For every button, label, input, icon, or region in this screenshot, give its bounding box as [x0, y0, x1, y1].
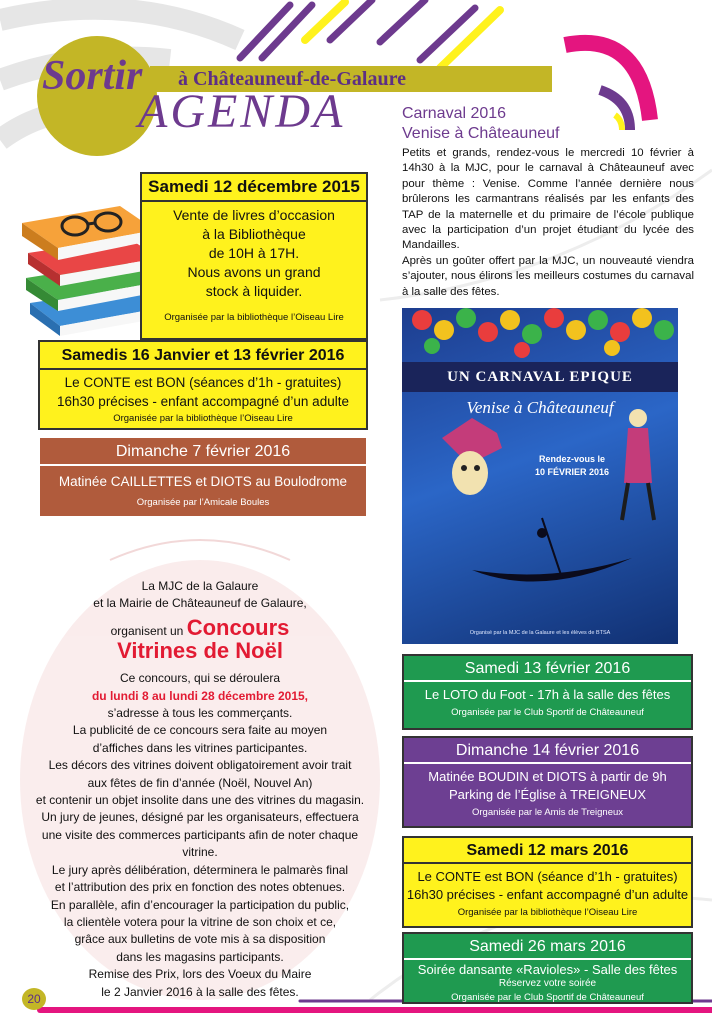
event-date: Dimanche 7 février 2016 [40, 438, 366, 466]
contest-text: une visite des commerces participants afin de noter chaque vitrine. [41, 827, 359, 860]
event-line: à la Bibliothèque [202, 226, 306, 242]
event-organizer: Organisée par le Club Sportif de Châteauneuf [451, 992, 644, 1003]
event-organizer: Organisée par le Amis de Treigneux [471, 807, 624, 818]
event-line: Vente de livres d’occasion [173, 207, 335, 223]
event-line: Matinée BOUDIN et DIOTS à partir de 9h [428, 769, 667, 784]
carnaval-paragraph: Petits et grands, rendez-vous le mercredi 10 février à 14h30 à la MJC, pour le carnaval à Châteauneuf avec pour thème : Venise. Comme l’année dernière nous brûlerons les carmantrans réalisés par les enfants des TAP de la maternelle et du primaire de l’école publique avec la participation d’un projet étudiant du lycée des Mandailles. [402, 147, 694, 252]
event-organizer: Organisée par la bibliothèque l’Oiseau Lire [457, 907, 638, 918]
event-organizer: Organisée par l’Amicale Boules [136, 497, 270, 508]
poster-date-line: 10 FÉVRIER 2016 [534, 467, 610, 477]
contest-dates: du lundi 8 au lundi 28 décembre 2015, [91, 688, 309, 703]
magenta-arc-decoration [565, 43, 650, 120]
contest-title: Concours [186, 614, 290, 640]
event-date: Samedi 13 février 2016 [404, 656, 691, 682]
vitrines-contest [30, 578, 370, 1001]
contest-text: et l’attribution des prix en fonction des notes obtenues. [54, 880, 346, 895]
conte-event-box [38, 340, 368, 430]
soiree-event-box [402, 932, 693, 1004]
balloons-icon [412, 308, 674, 358]
sortir-title: Sortir [42, 53, 143, 99]
book-sale-description [140, 206, 368, 301]
event-description [40, 370, 366, 411]
contest-text: La publicité de ce concours sera faite au moyen [72, 723, 328, 738]
contest-text: Les décors des vitrines doivent obligatoirement avoir trait [48, 758, 352, 773]
contest-title-line [30, 614, 370, 640]
event-organizer: Organisée par le Club Sportif de Châteauneuf [451, 707, 644, 718]
poster-date [522, 453, 622, 479]
event-date: Samedis 16 Janvier et 13 février 2016 [40, 342, 366, 370]
contest-text: Remise des Prix, lors des Voeux du Maire [88, 967, 312, 982]
event-description [404, 864, 691, 904]
loto-event-box [402, 654, 693, 730]
event-date: Samedi 26 mars 2016 [404, 934, 691, 960]
contest-text: Ce concours, qui se déroulera [119, 671, 281, 686]
poster-date-line: Rendez-vous le [538, 454, 605, 464]
harlequin-icon [622, 409, 654, 520]
event-line: Nous avons un grand [187, 264, 321, 280]
carnaval-poster [402, 308, 678, 644]
purple-stripes-decoration [240, 0, 475, 60]
agenda-title: AGENDA [138, 85, 346, 138]
carnaval-text [402, 146, 694, 300]
contest-text: le 2 Janvier 2016 à la salle des fêtes. [101, 984, 299, 999]
event-description: Matinée CAILLETTES et DIOTS au Boulodrome [58, 474, 348, 489]
event-description [404, 960, 691, 991]
location-subtitle: à Châteauneuf-de-Galaure [178, 68, 406, 90]
carnaval-title [402, 104, 559, 144]
event-line: Le CONTE est BON (séances d’1h - gratuites) [64, 375, 342, 390]
contest-intro: et la Mairie de Châteauneuf de Galaure, [93, 596, 307, 611]
book-sale-date: Samedi 12 décembre 2015 [140, 172, 368, 202]
event-organizer: Organisée par la bibliothèque l’Oiseau Lire [113, 413, 293, 424]
book-sale-organizer: Organisée par la bibliothèque l’Oiseau Lire [164, 312, 344, 323]
page-number: 20 [22, 988, 46, 1010]
poster-subhead: Venise à Châteauneuf [466, 398, 614, 417]
event-line: Le CONTE est BON (séance d’1h - gratuites) [417, 869, 678, 884]
event-line: 16h30 précises - enfant accompagné d’un adulte [406, 887, 689, 902]
event-date: Dimanche 14 février 2016 [404, 738, 691, 764]
poster-headline: UN CARNAVAL EPIQUE [447, 369, 633, 385]
contest-title: Vitrines de Noël [117, 638, 283, 664]
poster-organizer: Organisé par la MJC de la Galaure et les élèves de BTSA [469, 630, 611, 636]
contest-text: aux fêtes de fin d’année (Noël, Nouvel An) [87, 775, 313, 790]
purple-arc-decoration [600, 90, 630, 130]
contest-text: Le jury après délibération, déterminera le palmarès final [51, 862, 349, 877]
boudin-event-box [402, 736, 693, 828]
contest-text: s’adresse à tous les commerçants. [107, 706, 293, 721]
conte-mars-event-box [402, 836, 693, 928]
event-line: 16h30 précises - enfant accompagné d’un adulte [57, 394, 349, 409]
carnaval-paragraph: Après un goûter offert par la MJC, un nouveauté viendra s’ajouter, nous élirons les meilleurs costumes du carnaval à la salle des fêtes. [402, 254, 694, 298]
contest-text: et contenir un objet insolite dans une des vitrines du magasin. [35, 793, 365, 808]
event-line: de 10H à 17H. [208, 245, 300, 261]
contest-text: dans les magasins participants. [116, 949, 284, 964]
event-description: Le LOTO du Foot - 17h à la salle des fêtes [424, 687, 671, 702]
contest-text: grâce aux bulletins de vote mis à sa disposition [74, 932, 326, 947]
contest-text: la clientèle votera pour la vitrine de son choix et ce, [63, 914, 337, 929]
carnaval-title-line: Carnaval 2016 [402, 105, 507, 122]
gondola-icon [472, 518, 632, 582]
venetian-mask-icon [442, 418, 502, 495]
event-date: Samedi 12 mars 2016 [404, 838, 691, 864]
contest-text: Un jury de jeunes, désigné par les organisateurs, effectuera [41, 810, 359, 825]
event-line: Parking de l’Église à TREIGNEUX [448, 787, 646, 802]
event-description [404, 764, 691, 804]
event-line: Réservez votre soirée [498, 978, 597, 989]
contest-intro: La MJC de la Galaure [141, 579, 259, 593]
caillettes-event-box [38, 436, 368, 518]
event-line: Soirée dansante «Ravioles» - Salle des fêtes [417, 962, 678, 977]
carnaval-title-line: Venise à Châteauneuf [402, 125, 560, 142]
contest-intro: organisent un [110, 623, 184, 638]
event-line: stock à liquider. [205, 283, 303, 299]
contest-text: En parallèle, afin d’encourager la participation du public, [50, 897, 350, 912]
contest-text: d’affiches dans les vitrines participantes. [92, 740, 308, 755]
